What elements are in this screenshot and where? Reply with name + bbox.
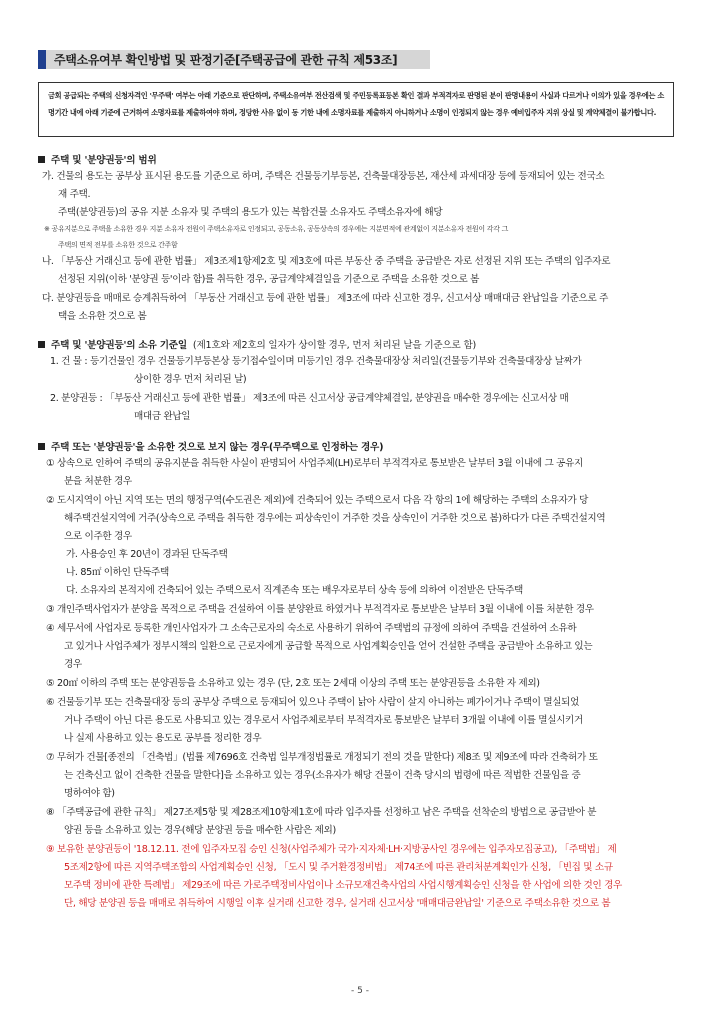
s3-item-2-sub-a: 가. 사용승인 후 20년이 경과된 단독주택 [66, 549, 228, 560]
s1-note-line2: 주택의 면적 전부를 소유한 것으로 간주함 [58, 241, 178, 249]
s1-item-a-line3: 주택(분양권등)의 공유 지분 소유자 및 주택의 용도가 있는 복합건물 소유자도 주택소유자에 해당 [58, 207, 443, 218]
s3-item-6-line2: 거나 주택이 아닌 다른 용도로 사용되고 있는 경우로서 사업주체로부터 부적격자로 통보받은 날부터 3개월 이내에 이를 멸실시키거 [64, 715, 583, 726]
notice-box: 금회 공급되는 주택의 신청자격인 '무주택' 여부는 아래 기준으로 판단하며, 주택소유여부 전산검색 및 주민등록표등본 확인 결과 부적격자로 판명된 분이 판명내용이 사실과 다르거나 이의가 있을 경우에는 소명기간 내에 아래 기준에 근거하여 소명자료를 제출하여야 하며, 정당한 사유 없이 동 기한 내에 소명자료를 제출하지 아니하거나 소명이 인정되지 않는 경우 예비입주자 지위 상실 및 계약체결이 불가합니다. [38, 82, 674, 137]
s1-item-a-line1: 가. 건물의 용도는 공부상 표시된 용도를 기준으로 하며, 주택은 건물등기부등본, 건축물대장등본, 재산세 과세대장 등에 등재되어 있는 전국소 [42, 171, 605, 182]
title-accent-bar [38, 50, 46, 69]
page-title: 주택소유여부 확인방법 및 판정기준[주택공급에 관한 규칙 제53조] [54, 53, 398, 67]
s3-item-4-line2: 고 있거나 사업주체가 정부시책의 일환으로 근로자에게 공급할 목적으로 사업계획승인을 얻어 건설한 주택을 공급받아 소유하고 있는 [64, 641, 593, 652]
s1-note-line1: ※ 공유지분으로 주택을 소유한 경우 지분 소유자 전원이 주택소유자로 인정되고, 공동소유, 공동상속의 경우에는 지분면적에 관계없이 지분소유자 전원이 각각 그 [44, 225, 509, 233]
s3-item-9-line2: 5조제2항에 따른 지역주택조합의 사업계획승인 신청, 「도시 및 주거환경정비법」 제74조에 따른 관리처분계획인가 신청, 「빈집 및 소규 [64, 862, 613, 873]
square-bullet-icon [38, 341, 45, 348]
s1-item-c-line2: 택을 소유한 것으로 봄 [58, 311, 147, 322]
section-3-heading-text: 주택 또는 '분양권등'을 소유한 것으로 보지 않는 경우(무주택으로 인정하는 경우) [51, 442, 384, 453]
s3-item-2-line1: ② 도시지역이 아닌 지역 또는 면의 행정구역(수도권은 제외)에 건축되어 있는 주택으로서 다음 각 항의 1에 해당하는 주택의 소유자가 당 [46, 495, 589, 506]
section-2-heading-note: (제1호와 제2호의 일자가 상이할 경우, 먼저 처리된 날을 기준으로 함) [192, 340, 477, 351]
section-1-heading [38, 152, 157, 166]
s2-item-2-line1: 2. 분양권등 : 「부동산 거래신고 등에 관한 법률」 제3조에 따른 신고서상 공급계약체결일, 분양권을 매수한 경우에는 신고서상 매 [50, 393, 569, 404]
section-3-heading [38, 439, 383, 453]
square-bullet-icon [38, 443, 45, 450]
s3-item-4-line1: ④ 세무서에 사업자로 등록한 개인사업자가 그 소속근로자의 숙소로 사용하기 위하여 주택법의 규정에 의하여 주택을 건설하여 소유하 [46, 623, 577, 634]
page-number: - 5 - [351, 986, 369, 996]
s3-item-5-line1: ⑤ 20㎡ 이하의 주택 또는 분양권등을 소유하고 있는 경우 (단, 2호 또는 2세대 이상의 주택 또는 분양권등을 소유한 자 제외) [46, 678, 540, 689]
s3-item-2-line2: 해주택건설지역에 거주(상속으로 주택을 취득한 경우에는 피상속인이 거주한 것을 상속인이 거주한 것으로 봄)하다가 다른 주택건설지역 [64, 513, 606, 524]
s1-item-b-line1: 나. 「부동산 거래신고 등에 관한 법률」 제3조제1항제2호 및 제3호에 따른 부동산 중 주택을 공급받은 자로 선정된 지위 또는 주택의 입주자로 [42, 256, 611, 267]
s3-item-3-line1: ③ 개인주택사업자가 분양을 목적으로 주택을 건설하여 이를 분양완료 하였거나 부적격자로 통보받은 날부터 3월 이내에 이를 처분한 경우 [46, 604, 594, 615]
s3-item-7-line3: 명하여야 함) [64, 788, 115, 799]
section-title-bar [38, 50, 430, 69]
s3-item-8-line2: 양권 등을 소유하고 있는 경우(해당 분양권 등을 매수한 사람은 제외) [64, 825, 336, 836]
s3-item-9-line3: 모주택 정비에 관한 특례법」 제29조에 따른 가로주택정비사업이나 소규모재건축사업의 사업시행계획승인 신청을 한 사업에 의한 것인 경우 [64, 880, 622, 891]
s2-item-2-line2: 매대금 완납일 [134, 411, 191, 422]
square-bullet-icon [38, 156, 45, 163]
s3-item-9-line1: ⑨ 보유한 분양권등이 '18.12.11. 전에 입주자모집 승인 신청(사업주체가 국가·지자체·LH·지방공사인 경우에는 입주자모집공고), 「주택법」 제 [46, 844, 617, 855]
s3-item-7-line2: 는 건축신고 없이 건축한 건물을 말한다]을 소유하고 있는 경우(소유자가 해당 건물이 건축 당시의 법령에 따른 적법한 건물임을 증 [64, 770, 581, 781]
s3-item-4-line3: 경우 [64, 659, 82, 670]
s1-item-b-line2: 선정된 지위(이하 '분양권 등'이라 함)를 취득한 경우, 공급계약체결일을 기준으로 주택을 소유한 것으로 봄 [58, 274, 479, 285]
s3-item-8-line1: ⑧ 「주택공급에 관한 규칙」 제27조제5항 및 제28조제10항제1호에 따라 입주자를 선정하고 남은 주택을 선착순의 방법으로 공급받아 분 [46, 807, 597, 818]
s3-item-9-line4: 단, 해당 분양권 등을 매매로 취득하여 시행일 이후 실거래 신고한 경우, 실거래 신고서상 '매매대금완납일' 기준으로 주택소유한 것으로 봄 [64, 898, 611, 909]
s3-item-2-line3: 으로 이주한 경우 [64, 531, 132, 542]
s2-item-1-line2: 상이한 경우 먼저 처리된 날) [134, 374, 247, 385]
s1-item-a-line2: 재 주택. [58, 189, 91, 200]
section-2-heading-text: 주택 및 '분양권등'의 소유 기준일 [51, 340, 187, 351]
section-1-heading-text: 주택 및 '분양권등'의 범위 [51, 155, 157, 166]
s3-item-7-line1: ⑦ 무허가 건물[종전의 「건축법」(법률 제7696호 건축법 일부개정법률로 개정되기 전의 것을 말한다) 제8조 및 제9조에 따라 건축허가 또 [46, 752, 598, 763]
s3-item-6-line3: 나 실제 사용하고 있는 용도로 공부를 정리한 경우 [64, 733, 262, 744]
s3-item-6-line1: ⑥ 건물등기부 또는 건축물대장 등의 공부상 주택으로 등재되어 있으나 주택이 낡아 사람이 살지 아니하는 폐가이거나 주택이 멸실되었 [46, 697, 579, 708]
section-2-heading [38, 337, 476, 351]
s3-item-2-sub-c: 다. 소유자의 본적지에 건축되어 있는 주택으로서 직계존속 또는 배우자로부터 상속 등에 의하여 이전받은 단독주택 [66, 585, 523, 596]
s1-item-c-line1: 다. 분양권등을 매매로 승계취득하여 「부동산 거래신고 등에 관한 법률」 제3조에 따라 신고한 경우, 신고서상 매매대금 완납일을 기준으로 주 [42, 293, 608, 304]
s2-item-1-line1: 1. 건 물 : 등기건물인 경우 건물등기부등본상 등기접수일이며 미등기인 경우 건축물대장상 처리일(건물등기부와 건축물대장상 날짜가 [50, 356, 582, 367]
s3-item-1-line1: ① 상속으로 인하여 주택의 공유지분을 취득한 사실이 판명되어 사업주체(LH)로부터 부적격자로 통보받은 날부터 3월 이내에 그 공유지 [46, 458, 583, 469]
s3-item-2-sub-b: 나. 85㎡ 이하인 단독주택 [66, 567, 169, 578]
s3-item-1-line2: 분을 처분한 경우 [64, 476, 132, 487]
